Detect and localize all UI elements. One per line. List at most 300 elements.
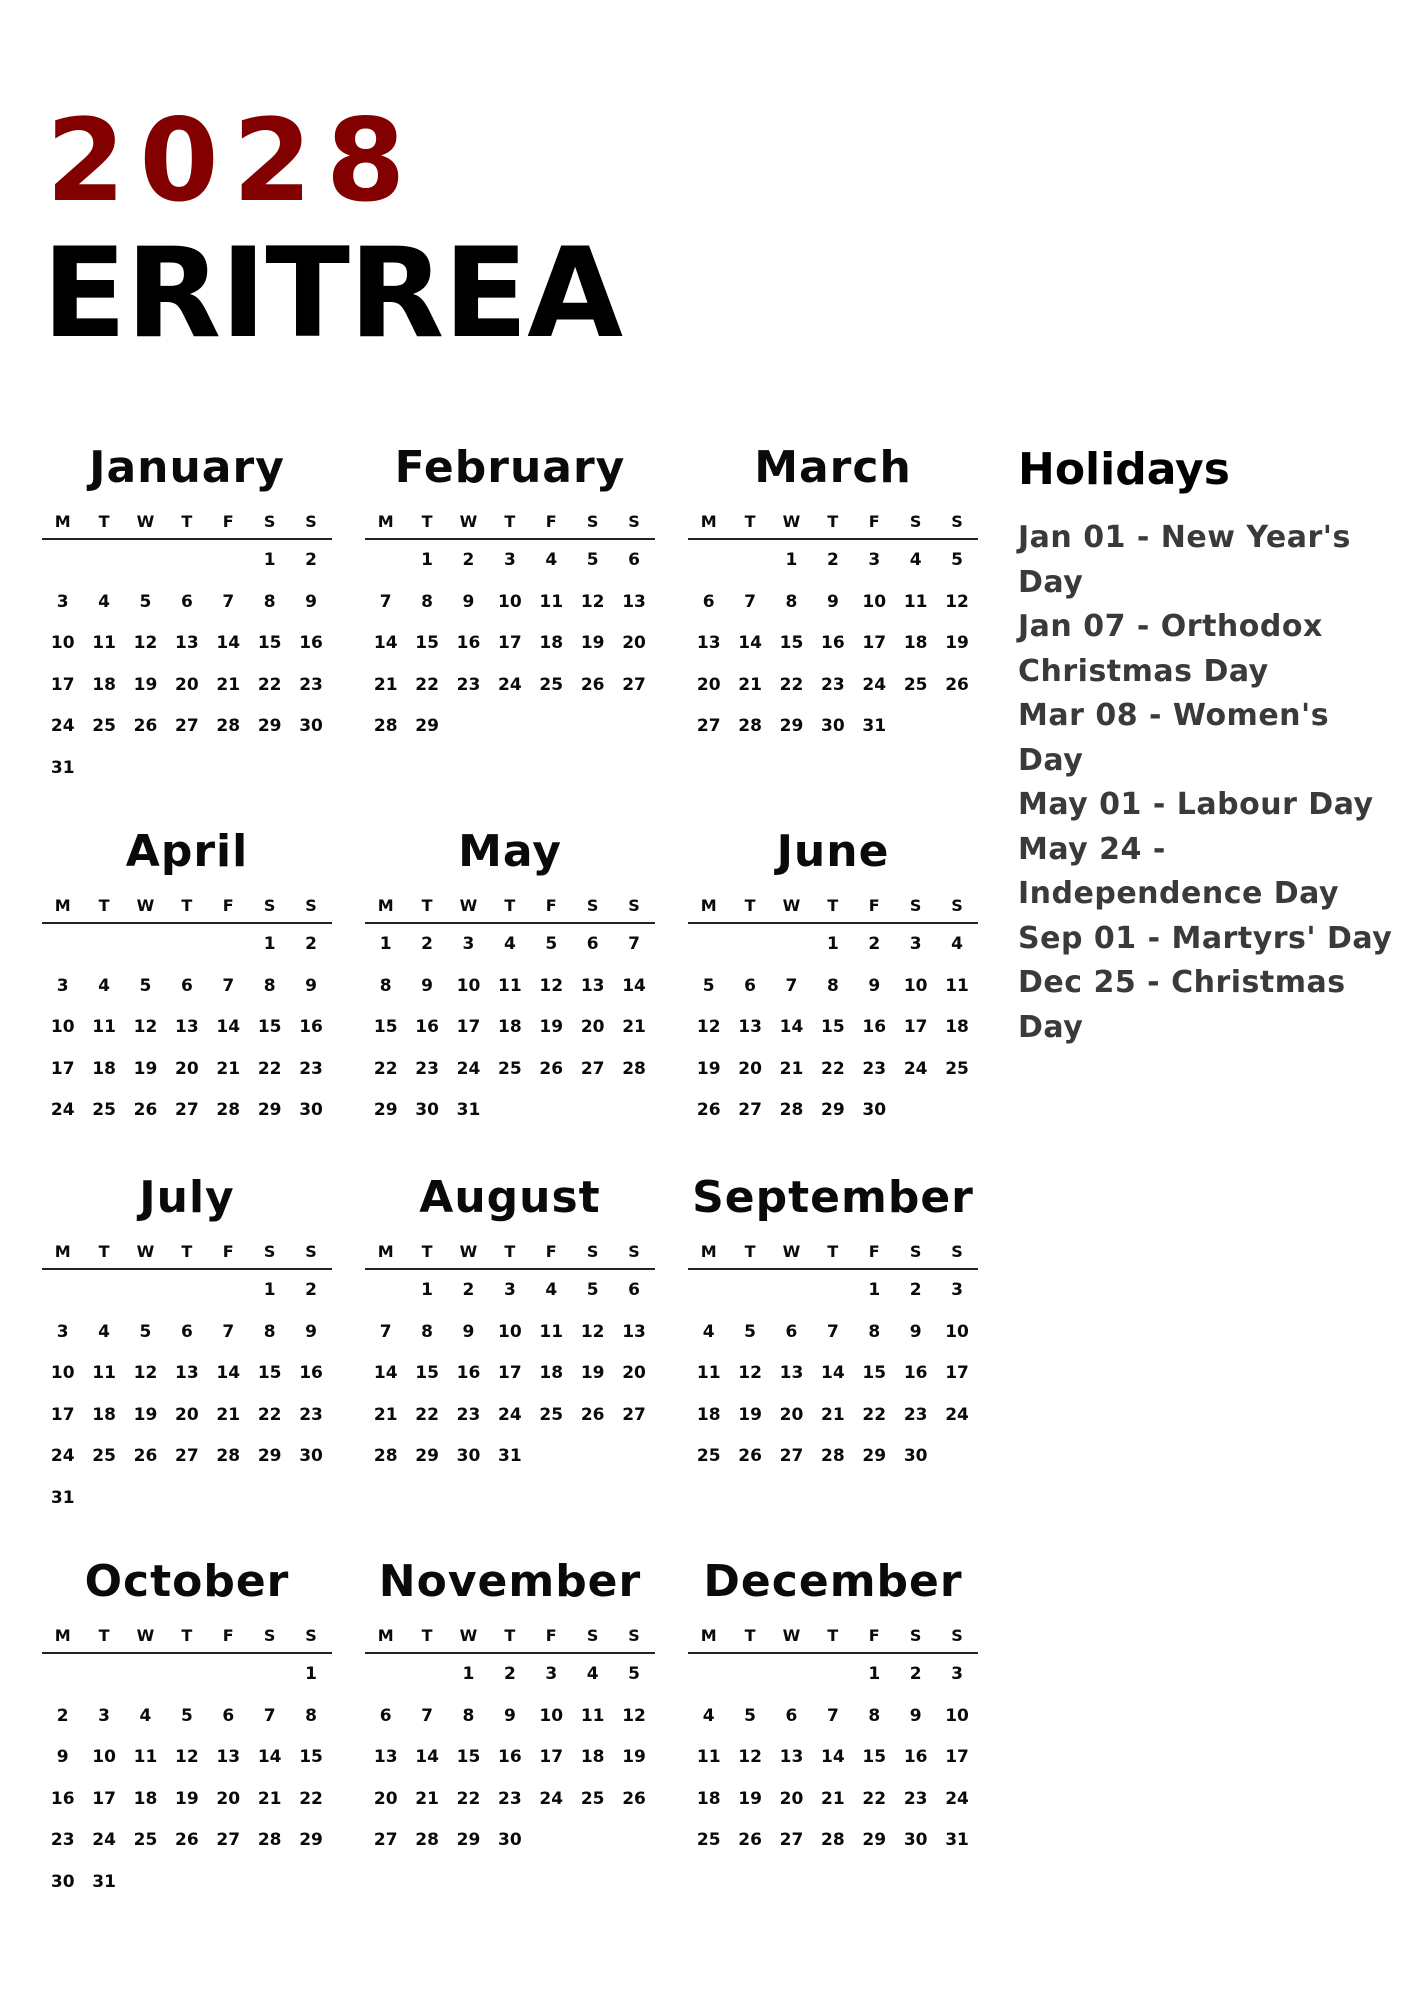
holidays-panel	[1018, 444, 1398, 1050]
day-cell: 30	[456, 1446, 481, 1466]
holiday-line: Christmas Day	[1018, 653, 1269, 689]
weekday-header	[688, 510, 978, 540]
day-cell: 5	[139, 591, 152, 612]
weekday-label: M	[54, 896, 71, 915]
day-cell: 26	[539, 1058, 564, 1079]
weekday-label: W	[459, 1242, 478, 1261]
day-cell: 20	[779, 1404, 804, 1425]
empty-cell	[688, 1276, 729, 1318]
day-cell: 7	[379, 1321, 392, 1342]
weekday-label: T	[421, 1242, 433, 1261]
weekday-label: S	[909, 896, 922, 915]
holiday-list	[1018, 516, 1398, 1050]
day-cell: 15	[257, 1363, 282, 1383]
day-cell: 8	[263, 975, 276, 996]
weekday-label: S	[305, 512, 317, 531]
day-cell: 28	[779, 1100, 804, 1120]
day-cell: 28	[373, 1446, 398, 1466]
day-cell: 11	[580, 1705, 605, 1726]
day-cell: 31	[92, 1871, 116, 1892]
day-cell: 14	[821, 1747, 845, 1767]
day-cell: 6	[628, 1280, 640, 1300]
weekday-label: T	[181, 896, 193, 915]
weekday-label: T	[744, 896, 756, 915]
weekday-label: S	[951, 512, 963, 531]
day-cell: 19	[539, 1017, 564, 1037]
day-cell: 2	[462, 550, 475, 570]
day-cell: 8	[462, 1705, 475, 1726]
month-name: September	[692, 1172, 974, 1223]
day-cell: 26	[133, 716, 158, 736]
day-cell: 24	[50, 1100, 75, 1120]
day-cell: 29	[456, 1830, 481, 1850]
weekday-label: T	[504, 896, 516, 915]
weekday-label: W	[459, 896, 478, 915]
day-cell: 13	[738, 1017, 762, 1037]
day-cell: 8	[868, 1321, 881, 1342]
day-cell: 25	[696, 1446, 721, 1466]
weekday-label: W	[459, 512, 478, 531]
weekday-label: T	[504, 1626, 516, 1645]
day-grid	[42, 924, 332, 1138]
day-cell: 20	[580, 1017, 605, 1037]
day-cell: 15	[779, 633, 804, 653]
day-cell: 11	[92, 1017, 116, 1037]
weekday-label: S	[628, 1242, 640, 1261]
weekday-label: S	[586, 512, 599, 531]
day-cell: 22	[456, 1788, 481, 1809]
holiday-line: Mar 08 - Women's Day	[1018, 698, 1330, 778]
empty-cell	[208, 1660, 249, 1702]
day-cell: 30	[415, 1100, 439, 1120]
day-cell: 13	[580, 975, 605, 996]
weekday-header	[42, 510, 332, 540]
day-cell: 2	[503, 1664, 516, 1684]
day-cell: 27	[175, 1100, 199, 1120]
day-cell: 11	[903, 591, 928, 612]
day-cell: 5	[702, 975, 715, 996]
day-cell: 9	[305, 591, 317, 612]
month-name: January	[89, 442, 285, 493]
day-cell: 27	[779, 1830, 804, 1850]
empty-cell	[125, 930, 166, 972]
day-cell: 3	[951, 1280, 963, 1300]
day-cell: 25	[133, 1830, 158, 1850]
day-cell: 4	[702, 1705, 715, 1726]
day-grid	[42, 1270, 332, 1525]
month-december	[688, 1556, 978, 1868]
day-cell: 19	[133, 1404, 158, 1425]
empty-cell	[83, 1660, 124, 1702]
day-cell: 23	[299, 1058, 323, 1079]
weekday-label: W	[136, 1626, 155, 1645]
day-cell: 12	[580, 591, 605, 612]
day-cell: 27	[175, 1446, 199, 1466]
day-cell: 31	[862, 716, 887, 736]
weekday-label: S	[263, 1242, 276, 1261]
day-cell: 18	[498, 1017, 522, 1037]
day-cell: 21	[216, 1058, 241, 1079]
day-cell: 29	[862, 1830, 887, 1850]
day-cell: 10	[539, 1705, 564, 1726]
day-cell: 10	[92, 1747, 116, 1767]
day-cell: 26	[738, 1446, 762, 1466]
day-cell: 21	[373, 674, 398, 695]
day-cell: 28	[216, 1100, 241, 1120]
empty-cell	[812, 1660, 853, 1702]
empty-cell	[166, 1276, 207, 1318]
day-cell: 29	[257, 1446, 282, 1466]
day-cell: 7	[628, 934, 640, 954]
day-cell: 17	[945, 1747, 969, 1767]
day-cell: 19	[133, 674, 158, 695]
weekday-label: M	[54, 1242, 71, 1261]
day-cell: 21	[821, 1404, 845, 1425]
day-cell: 14	[738, 633, 762, 653]
day-cell: 30	[299, 716, 323, 736]
day-cell: 22	[299, 1788, 323, 1809]
day-cell: 30	[299, 1446, 323, 1466]
month-name: August	[419, 1172, 601, 1223]
day-cell: 5	[951, 550, 963, 570]
day-cell: 7	[826, 1321, 839, 1342]
day-cell: 13	[373, 1747, 398, 1767]
day-cell: 24	[862, 674, 887, 695]
weekday-label: M	[700, 1626, 717, 1645]
holiday-line: Day	[1018, 564, 1084, 600]
day-cell: 24	[92, 1830, 116, 1850]
weekday-label: S	[263, 512, 276, 531]
day-cell: 8	[379, 975, 392, 996]
weekday-label: T	[98, 896, 110, 915]
month-february	[365, 442, 655, 754]
day-cell: 26	[738, 1830, 762, 1850]
month-name: December	[703, 1556, 963, 1607]
weekday-label: S	[263, 1626, 276, 1645]
day-cell: 18	[92, 674, 116, 695]
day-cell: 30	[862, 1100, 887, 1120]
weekday-header	[688, 1240, 978, 1270]
weekday-label: T	[98, 512, 110, 531]
day-cell: 14	[257, 1747, 282, 1767]
weekday-label: T	[181, 1242, 193, 1261]
day-cell: 22	[779, 674, 804, 695]
day-cell: 17	[50, 1404, 75, 1425]
day-cell: 23	[299, 1404, 323, 1425]
day-cell: 19	[945, 633, 969, 653]
day-cell: 1	[868, 1280, 881, 1300]
weekday-label: T	[827, 512, 839, 531]
day-cell: 6	[222, 1705, 235, 1726]
day-cell: 7	[826, 1705, 839, 1726]
day-cell: 17	[92, 1788, 116, 1809]
day-cell: 10	[862, 591, 887, 612]
weekday-label: W	[136, 896, 155, 915]
day-cell: 22	[257, 1058, 282, 1079]
day-cell: 29	[257, 716, 282, 736]
day-cell: 21	[738, 674, 762, 695]
empty-cell	[125, 1660, 166, 1702]
day-cell: 29	[779, 716, 804, 736]
day-cell: 23	[821, 674, 845, 695]
empty-cell	[166, 546, 207, 588]
weekday-label: M	[377, 1626, 394, 1645]
weekday-label: M	[700, 896, 717, 915]
holiday-line: May 24 -	[1018, 831, 1166, 867]
day-cell: 3	[56, 591, 69, 612]
day-cell: 29	[415, 1446, 439, 1466]
day-cell: 13	[779, 1747, 804, 1767]
empty-cell	[42, 546, 83, 588]
weekday-label: F	[868, 896, 880, 915]
day-cell: 22	[257, 674, 282, 695]
empty-cell	[166, 930, 207, 972]
day-cell: 27	[622, 1404, 646, 1425]
day-cell: 13	[779, 1363, 804, 1383]
holiday-line: Independence Day	[1018, 876, 1340, 911]
month-name: October	[84, 1556, 290, 1607]
weekday-label: T	[827, 1242, 839, 1261]
day-cell: 1	[785, 550, 798, 570]
weekday-label: T	[421, 1626, 433, 1645]
day-cell: 8	[826, 975, 839, 996]
day-cell: 30	[903, 1830, 928, 1850]
day-cell: 24	[539, 1788, 564, 1809]
weekday-label: F	[868, 1626, 880, 1645]
day-cell: 16	[821, 633, 845, 653]
day-cell: 12	[738, 1363, 762, 1383]
day-cell: 25	[498, 1058, 522, 1079]
day-cell: 11	[92, 1363, 116, 1383]
day-cell: 5	[139, 1321, 152, 1342]
day-cell: 15	[415, 633, 439, 653]
day-cell: 10	[498, 591, 522, 612]
day-cell: 8	[868, 1705, 881, 1726]
day-cell: 22	[257, 1404, 282, 1425]
day-cell: 7	[379, 591, 392, 612]
day-cell: 22	[862, 1788, 887, 1809]
empty-cell	[729, 930, 770, 972]
day-cell: 12	[622, 1705, 646, 1726]
day-cell: 29	[415, 716, 439, 736]
empty-cell	[771, 930, 812, 972]
day-cell: 19	[580, 1363, 605, 1383]
day-cell: 11	[133, 1747, 158, 1767]
empty-cell	[125, 546, 166, 588]
day-cell: 21	[373, 1404, 398, 1425]
weekday-label: S	[628, 896, 640, 915]
day-cell: 24	[903, 1058, 928, 1079]
day-cell: 16	[456, 633, 481, 653]
day-cell: 13	[622, 1321, 646, 1342]
day-cell: 17	[498, 1363, 522, 1383]
day-cell: 12	[696, 1017, 721, 1037]
empty-cell	[365, 1660, 406, 1702]
day-cell: 5	[139, 975, 152, 996]
weekday-label: M	[377, 1242, 394, 1261]
month-july	[42, 1172, 332, 1525]
weekday-label: M	[700, 1242, 717, 1261]
weekday-label: F	[545, 896, 557, 915]
empty-cell	[208, 1276, 249, 1318]
day-cell: 9	[305, 975, 317, 996]
day-cell: 28	[622, 1058, 646, 1079]
day-cell: 5	[586, 1280, 599, 1300]
empty-cell	[365, 1276, 406, 1318]
empty-cell	[42, 1276, 83, 1318]
weekday-label: F	[868, 1242, 880, 1261]
weekday-header	[365, 1240, 655, 1270]
day-cell: 30	[821, 716, 845, 736]
month-name: February	[394, 442, 626, 493]
day-cell: 1	[263, 1280, 276, 1300]
day-cell: 5	[545, 934, 558, 954]
weekday-label: W	[782, 1626, 801, 1645]
day-cell: 7	[785, 975, 798, 996]
day-cell: 10	[50, 1363, 75, 1383]
day-cell: 25	[92, 1446, 116, 1466]
day-cell: 17	[539, 1747, 564, 1767]
weekday-header	[365, 510, 655, 540]
day-cell: 29	[373, 1100, 398, 1120]
day-cell: 30	[299, 1100, 323, 1120]
day-cell: 1	[868, 1664, 881, 1684]
empty-cell	[125, 1276, 166, 1318]
day-cell: 3	[951, 1664, 963, 1684]
day-cell: 31	[456, 1100, 481, 1120]
day-cell: 4	[702, 1321, 715, 1342]
weekday-label: F	[868, 512, 880, 531]
day-cell: 27	[779, 1446, 804, 1466]
day-cell: 19	[133, 1058, 158, 1079]
day-cell: 6	[586, 934, 599, 954]
day-cell: 27	[622, 674, 646, 695]
day-cell: 25	[92, 1100, 116, 1120]
day-cell: 31	[50, 757, 75, 778]
day-cell: 6	[180, 975, 193, 996]
weekday-label: T	[504, 512, 516, 531]
weekday-header	[688, 1624, 978, 1654]
weekday-label: M	[700, 512, 717, 531]
day-cell: 16	[498, 1747, 522, 1767]
empty-cell	[166, 1660, 207, 1702]
day-cell: 2	[305, 934, 317, 954]
day-cell: 26	[622, 1788, 646, 1809]
weekday-label: S	[951, 896, 963, 915]
day-cell: 28	[373, 716, 398, 736]
day-cell: 2	[462, 1280, 475, 1300]
weekday-label: W	[136, 512, 155, 531]
empty-cell	[729, 1660, 770, 1702]
day-cell: 11	[696, 1747, 721, 1767]
day-cell: 2	[826, 550, 839, 570]
day-cell: 9	[462, 591, 475, 612]
empty-cell	[208, 930, 249, 972]
day-cell: 5	[586, 550, 599, 570]
day-cell: 14	[373, 633, 398, 653]
day-cell: 15	[299, 1747, 323, 1767]
weekday-label: T	[744, 1242, 756, 1261]
day-grid	[688, 540, 978, 754]
day-cell: 20	[175, 674, 199, 695]
weekday-label: T	[827, 896, 839, 915]
day-cell: 22	[415, 1404, 439, 1425]
day-cell: 14	[216, 1363, 241, 1383]
day-cell: 19	[738, 1404, 762, 1425]
day-cell: 21	[622, 1017, 646, 1037]
day-cell: 4	[545, 1280, 558, 1300]
day-cell: 4	[586, 1664, 599, 1684]
day-cell: 19	[738, 1788, 762, 1809]
holiday-line: Day	[1018, 1009, 1084, 1045]
day-cell: 30	[50, 1871, 75, 1892]
weekday-label: T	[827, 1626, 839, 1645]
day-cell: 14	[779, 1017, 804, 1037]
day-cell: 28	[216, 1446, 241, 1466]
day-cell: 2	[909, 1664, 922, 1684]
month-april	[42, 826, 332, 1138]
day-cell: 13	[696, 633, 721, 653]
day-cell: 29	[257, 1100, 282, 1120]
day-cell: 6	[379, 1705, 392, 1726]
day-cell: 3	[868, 550, 881, 570]
day-cell: 1	[421, 550, 433, 570]
day-cell: 4	[98, 591, 110, 612]
empty-cell	[406, 1660, 447, 1702]
day-cell: 31	[498, 1446, 522, 1466]
day-cell: 1	[305, 1664, 317, 1684]
day-cell: 10	[945, 1321, 969, 1342]
weekday-label: S	[305, 1626, 317, 1645]
day-cell: 7	[222, 975, 235, 996]
day-cell: 27	[175, 716, 199, 736]
day-cell: 1	[263, 934, 276, 954]
day-cell: 20	[622, 633, 646, 653]
day-cell: 24	[498, 674, 522, 695]
weekday-label: S	[263, 896, 276, 915]
day-grid	[365, 924, 655, 1138]
day-cell: 16	[903, 1363, 928, 1383]
empty-cell	[729, 546, 770, 588]
weekday-label: T	[98, 1242, 110, 1261]
day-cell: 25	[696, 1830, 721, 1850]
day-cell: 8	[421, 591, 433, 612]
day-cell: 2	[909, 1280, 922, 1300]
holidays-title: Holidays	[1018, 444, 1230, 495]
day-grid	[42, 1654, 332, 1909]
weekday-label: S	[951, 1626, 963, 1645]
day-cell: 20	[738, 1058, 762, 1079]
weekday-label: S	[305, 1242, 317, 1261]
day-cell: 9	[868, 975, 881, 996]
day-cell: 15	[373, 1017, 398, 1037]
day-cell: 1	[263, 550, 276, 570]
day-cell: 12	[539, 975, 564, 996]
day-grid	[42, 540, 332, 795]
day-cell: 27	[696, 716, 721, 736]
day-cell: 7	[222, 591, 235, 612]
weekday-label: F	[222, 1626, 234, 1645]
weekday-label: T	[181, 512, 193, 531]
day-cell: 13	[175, 633, 199, 653]
day-cell: 16	[415, 1017, 439, 1037]
day-cell: 16	[456, 1363, 481, 1383]
day-cell: 27	[216, 1830, 241, 1850]
day-cell: 12	[580, 1321, 605, 1342]
day-cell: 23	[903, 1788, 928, 1809]
day-cell: 8	[263, 591, 276, 612]
day-cell: 18	[92, 1404, 116, 1425]
